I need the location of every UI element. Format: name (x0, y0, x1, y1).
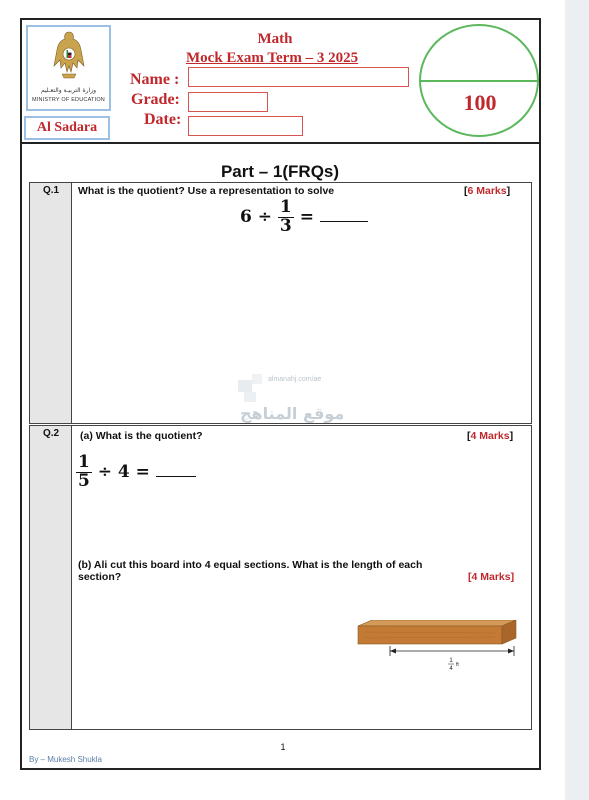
marks-value: 4 Marks (470, 430, 510, 442)
question-2-box (29, 425, 532, 730)
name-field[interactable] (188, 67, 409, 87)
board-length-unit: ft (456, 662, 459, 668)
total-marks: 100 (463, 90, 497, 115)
date-field[interactable] (188, 116, 303, 136)
viewer-side-strip (565, 0, 589, 800)
fraction (76, 454, 92, 491)
marks-bracket-close: ] (506, 185, 511, 197)
fraction-numerator: 1 (279, 197, 292, 217)
division-expression (76, 454, 196, 491)
board-length-denominator: 4 (449, 666, 453, 672)
fraction-denominator: 3 (279, 215, 292, 236)
answer-blank[interactable] (156, 476, 196, 477)
arrow-right-icon (508, 649, 514, 654)
question-part-b-marks: [4 Marks] (468, 571, 515, 583)
grade-field[interactable] (188, 92, 268, 112)
marks-value: 6 Marks (467, 185, 507, 197)
ministry-logo-box (26, 25, 111, 111)
header-divider (20, 142, 541, 144)
question-part-b-text: (b) Ali cut this board into 4 equal sections. What is the length of each (78, 559, 423, 571)
fraction-denominator: 5 (78, 470, 90, 491)
board-front-face (358, 626, 502, 644)
question-number-column (30, 183, 72, 423)
division-expression (240, 199, 368, 236)
fraction-numerator: 1 (78, 452, 90, 472)
expression-divide: ÷ 4 = (97, 461, 150, 482)
author-credit: By – Mukesh Shukla (29, 755, 102, 764)
question-marks (464, 185, 510, 197)
watermark-url: almanahj.com/ae (268, 376, 322, 383)
question-part-a-marks (467, 430, 513, 442)
grade-label: Grade: (131, 91, 180, 108)
part-title: Part – 1(FRQs) (220, 162, 340, 181)
score-divider (419, 80, 539, 82)
watermark-text: موقع المناهج (240, 404, 345, 423)
uae-falcon-emblem-icon (52, 30, 86, 82)
question-number: Q.1 (42, 185, 60, 196)
board-length-numerator: 1 (449, 658, 453, 664)
question-number-column (30, 426, 72, 729)
answer-blank[interactable] (320, 221, 368, 222)
exam-title: Mock Exam Term – 3 2025 (186, 50, 359, 66)
fraction (278, 199, 294, 236)
board-top-face (358, 620, 516, 626)
marks-bracket-open: [ (467, 430, 471, 442)
ministry-name-arabic: وزارة التربيـة والتعـليم (40, 87, 97, 94)
subject-title: Math (257, 31, 293, 47)
question-part-b-text-cont: section? (78, 571, 122, 583)
school-name: Al Sadara (24, 116, 110, 140)
page-number: 1 (280, 742, 286, 752)
name-label: Name : (130, 71, 180, 88)
ministry-name-english: MINISTRY OF EDUCATION (32, 97, 105, 103)
question-number: Q.2 (42, 428, 60, 439)
expression-equals: = (299, 206, 314, 227)
arrow-left-icon (390, 649, 396, 654)
marks-bracket-open: [ (464, 185, 468, 197)
question-text: What is the quotient? Use a representation to solve (78, 185, 335, 197)
date-label: Date: (144, 111, 182, 128)
expression-left: 6 ÷ (240, 206, 272, 227)
question-part-a-text: (a) What is the quotient? (80, 430, 203, 442)
marks-bracket-close: ] (509, 430, 514, 442)
wooden-board-illustration (356, 620, 518, 682)
